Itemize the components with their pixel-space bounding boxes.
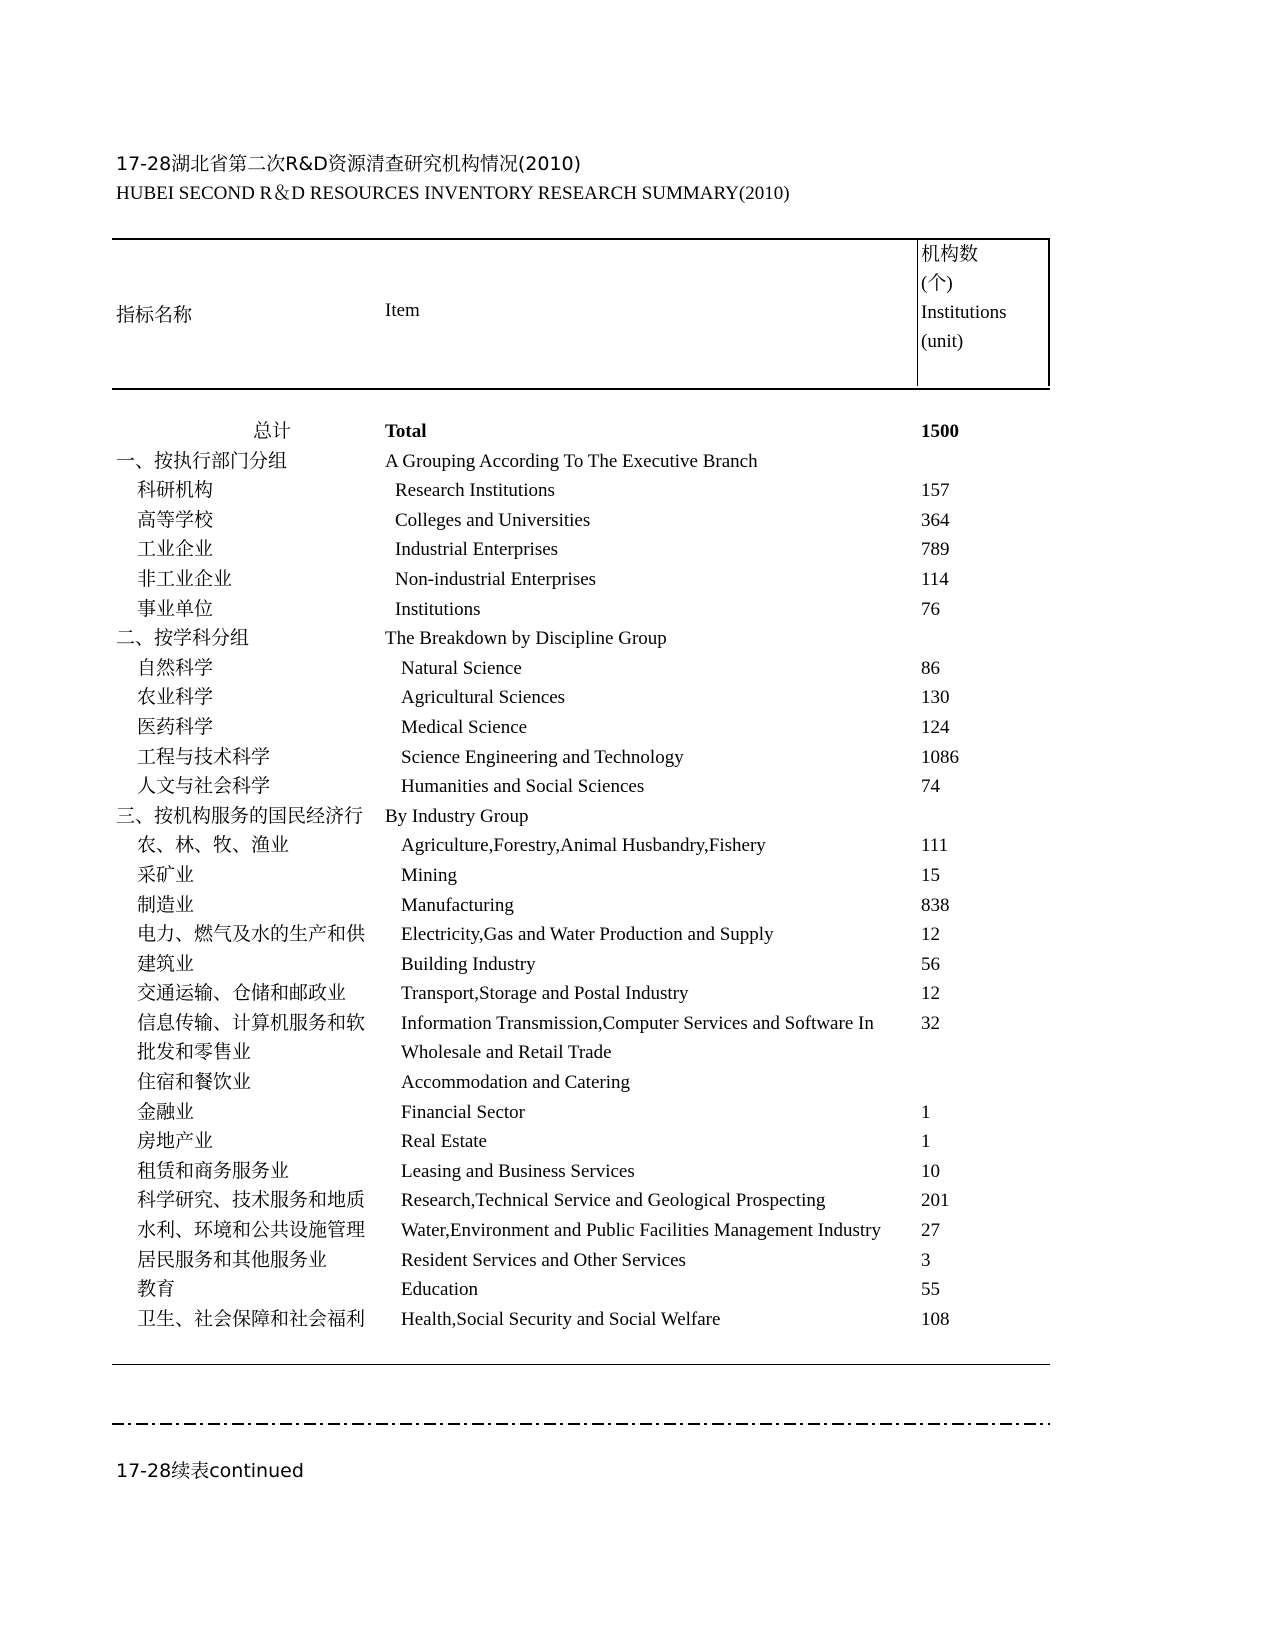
- row-name-cn: 农业科学: [137, 687, 214, 709]
- table-title-english: HUBEI SECOND R＆D RESOURCES INVENTORY RESEARCH SUMMARY(2010): [116, 183, 790, 204]
- page-break-dashed-rule: [112, 1423, 1050, 1425]
- row-name-en: Industrial Enterprises: [395, 539, 559, 561]
- table-row: [116, 979, 1076, 1009]
- table-row: [116, 506, 1076, 536]
- row-value: 12: [921, 983, 940, 1005]
- row-name-en: Transport,Storage and Postal Industry: [401, 983, 689, 1005]
- row-value: 1086: [921, 746, 959, 768]
- row-name-en: Manufacturing: [401, 894, 514, 916]
- table-row: [116, 950, 1076, 980]
- row-name-en: Humanities and Social Sciences: [401, 776, 645, 798]
- row-value: 108: [921, 1308, 950, 1330]
- row-value: 10: [921, 1160, 940, 1182]
- row-name-en: Agricultural Sciences: [401, 687, 566, 709]
- row-value: 56: [921, 953, 940, 975]
- row-value: 32: [921, 1012, 940, 1034]
- continued-label: 17-28续表continued: [116, 1460, 304, 1482]
- header-institutions-en-unit: (unit): [921, 331, 964, 352]
- table-row-group: [116, 802, 1076, 832]
- table-row: [116, 1098, 1076, 1128]
- row-name-en: A Grouping According To The Executive Branch: [385, 450, 758, 472]
- row-name-cn: 卫生、社会保障和社会福利: [137, 1308, 366, 1330]
- row-name-en: Natural Science: [401, 657, 522, 679]
- row-name-cn: 教育: [137, 1279, 176, 1301]
- row-name-en: Mining: [401, 864, 457, 886]
- row-name-en: By Industry Group: [385, 805, 529, 827]
- row-name-cn: 二、按学科分组: [116, 628, 250, 650]
- row-value: 130: [921, 687, 950, 709]
- table-row: [116, 920, 1076, 950]
- row-name-cn: 制造业: [137, 894, 195, 916]
- row-name-cn: 人文与社会科学: [137, 776, 271, 798]
- row-value: 1: [921, 1101, 931, 1123]
- row-name-cn: 科研机构: [137, 480, 214, 502]
- row-name-en: The Breakdown by Discipline Group: [385, 628, 667, 650]
- row-name-cn: 总计: [253, 421, 292, 442]
- header-institutions-cn: 机构数: [921, 244, 979, 265]
- row-value: 111: [921, 835, 949, 857]
- header-institutions-cn-unit: (个): [921, 273, 953, 294]
- header-indicator-name: 指标名称: [116, 305, 193, 326]
- table-row: [116, 772, 1076, 802]
- table-row: [116, 565, 1076, 595]
- row-name-en: Real Estate: [401, 1131, 487, 1153]
- row-value: 114: [921, 568, 949, 590]
- row-name-en: Science Engineering and Technology: [401, 746, 684, 768]
- row-name-cn: 事业单位: [137, 598, 214, 620]
- row-name-cn: 租赁和商务服务业: [137, 1160, 290, 1182]
- row-name-cn: 农、林、牧、渔业: [137, 835, 290, 857]
- row-name-cn: 交通运输、仓储和邮政业: [137, 983, 347, 1005]
- row-name-cn: 非工业企业: [137, 568, 233, 590]
- row-value: 124: [921, 716, 950, 738]
- row-value: 364: [921, 509, 950, 531]
- row-name-en: Accommodation and Catering: [401, 1072, 630, 1094]
- table-row: [116, 654, 1076, 684]
- row-name-en: Colleges and Universities: [395, 509, 591, 531]
- row-name-en: Wholesale and Retail Trade: [401, 1042, 612, 1064]
- row-name-en: Information Transmission,Computer Services and Software In: [401, 1012, 874, 1034]
- row-value: 1500: [921, 421, 959, 442]
- row-name-cn: 自然科学: [137, 657, 214, 679]
- row-name-cn: 批发和零售业: [137, 1042, 252, 1064]
- table-row-group: [116, 447, 1076, 477]
- row-name-cn: 一、按执行部门分组: [116, 450, 288, 472]
- row-value: 86: [921, 657, 940, 679]
- table-row: [116, 1009, 1076, 1039]
- row-value: 201: [921, 1190, 950, 1212]
- table-row: [116, 683, 1076, 713]
- row-name-en: Electricity,Gas and Water Production and Supply: [401, 924, 774, 946]
- row-value: 789: [921, 539, 950, 561]
- row-name-cn: 采矿业: [137, 864, 195, 886]
- row-name-cn: 高等学校: [137, 509, 214, 531]
- table-row: [116, 891, 1076, 921]
- row-name-en: Medical Science: [401, 716, 528, 738]
- table-row: [116, 1305, 1076, 1335]
- row-name-en: Research Institutions: [395, 480, 555, 502]
- row-name-en: Health,Social Security and Social Welfare: [401, 1308, 721, 1330]
- table-row: [116, 1216, 1076, 1246]
- header-institutions-en: Institutions: [921, 302, 1007, 323]
- table-body: [116, 417, 1076, 1334]
- table-row: [116, 1068, 1076, 1098]
- row-name-en: Education: [401, 1279, 479, 1301]
- row-name-en: Water,Environment and Public Facilities Management Industry: [401, 1220, 881, 1242]
- row-name-cn: 居民服务和其他服务业: [137, 1249, 328, 1271]
- row-name-cn: 房地产业: [137, 1131, 214, 1153]
- row-name-en: Research,Technical Service and Geological Prospecting: [401, 1190, 826, 1212]
- table-row: [116, 1246, 1076, 1276]
- row-name-en: Resident Services and Other Services: [401, 1249, 686, 1271]
- row-name-en: Total: [385, 421, 427, 442]
- row-name-cn: 信息传输、计算机服务和软: [137, 1012, 366, 1034]
- row-name-en: Leasing and Business Services: [401, 1160, 635, 1182]
- table-row: [116, 595, 1076, 625]
- table-title-chinese: 17-28湖北省第二次R&D资源清查研究机构情况(2010): [116, 153, 582, 175]
- row-value: 15: [921, 864, 940, 886]
- table-bottom-rule: [112, 1364, 1050, 1365]
- row-name-cn: 医药科学: [137, 716, 214, 738]
- row-value: 838: [921, 894, 950, 916]
- row-name-cn: 工程与技术科学: [137, 746, 271, 768]
- table-row: [116, 1275, 1076, 1305]
- table-row: [116, 1038, 1076, 1068]
- header-item: Item: [385, 300, 420, 321]
- table-row: [116, 1186, 1076, 1216]
- row-name-cn: 工业企业: [137, 539, 214, 561]
- table-row: [116, 535, 1076, 565]
- row-name-en: Agriculture,Forestry,Animal Husbandry,Fishery: [401, 835, 766, 857]
- table-row: [116, 1127, 1076, 1157]
- row-value: 55: [921, 1279, 940, 1301]
- row-value: 3: [921, 1249, 931, 1271]
- row-name-en: Non-industrial Enterprises: [395, 568, 597, 590]
- row-name-cn: 住宿和餐饮业: [137, 1072, 252, 1094]
- row-name-cn: 三、按机构服务的国民经济行: [116, 805, 364, 827]
- row-value: 12: [921, 924, 940, 946]
- row-name-cn: 金融业: [137, 1101, 195, 1123]
- table-header-rule: [112, 238, 1050, 390]
- table-row: [116, 861, 1076, 891]
- table-row-group: [116, 624, 1076, 654]
- row-name-en: Building Industry: [401, 953, 536, 975]
- row-name-en: Financial Sector: [401, 1101, 525, 1123]
- row-name-en: Institutions: [395, 598, 481, 620]
- row-name-cn: 建筑业: [137, 953, 195, 975]
- table-row: [116, 476, 1076, 506]
- row-value: 74: [921, 776, 940, 798]
- table-row: [116, 743, 1076, 773]
- table-row-total: [116, 417, 1076, 447]
- row-value: 27: [921, 1220, 940, 1242]
- row-value: 76: [921, 598, 940, 620]
- header-institutions: [921, 240, 1007, 356]
- row-value: 157: [921, 480, 950, 502]
- row-name-cn: 科学研究、技术服务和地质: [137, 1190, 366, 1212]
- row-name-cn: 水利、环境和公共设施管理: [137, 1220, 366, 1242]
- table-row: [116, 713, 1076, 743]
- table-row: [116, 1157, 1076, 1187]
- row-name-cn: 电力、燃气及水的生产和供: [137, 924, 366, 946]
- row-value: 1: [921, 1131, 931, 1153]
- table-row: [116, 831, 1076, 861]
